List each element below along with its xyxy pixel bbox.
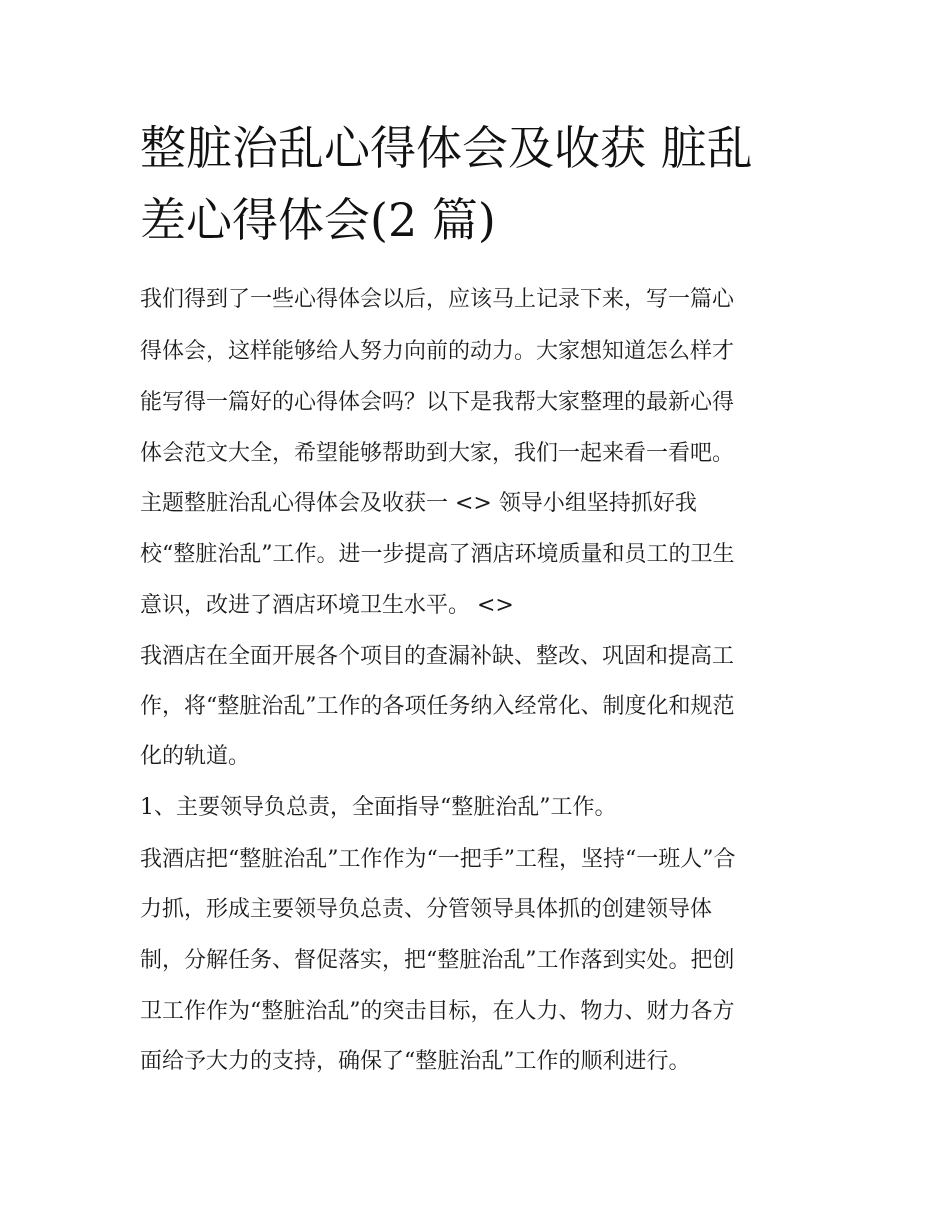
body-line-1: 我们得到了一些心得体会以后，应该马上记录下来，写一篇心 [140, 287, 735, 312]
body-line-3: 能写得一篇好的心得体会吗？以下是我帮大家整理的最新心得 [140, 390, 735, 415]
title-line-2: 差心得体会(2 篇) [140, 193, 496, 247]
body-line-5: 主题整脏治乱心得体会及收获一 <> 领导小组坚持抓好我 [140, 491, 697, 516]
body-line-4: 体会范文大全，希望能够帮助到大家，我们一起来看一看吧。 [140, 441, 735, 466]
body-line-10: 化的轨道。 [140, 744, 251, 769]
body-line-6: 校“整脏治乱”工作。进一步提高了酒店环境质量和员工的卫生 [140, 542, 735, 567]
body-line-7: 意识，改进了酒店环境卫生水平。 <> [140, 593, 514, 618]
document-title [140, 112, 820, 256]
body-line-13: 力抓，形成主要领导负总责、分管领导具体抓的创建领导体 [140, 897, 713, 922]
body-line-12: 我酒店把“整脏治乱”工作作为“一把手”工程，坚持“一班人”合 [140, 847, 736, 872]
body-line-14: 制，分解任务、督促落实，把“整脏治乱”工作落到实处。把创 [140, 948, 735, 973]
title-line-1: 整脏治乱心得体会及收获 脏乱 [140, 121, 753, 175]
body-line-8: 我酒店在全面开展各个项目的查漏补缺、整改、巩固和提高工 [140, 644, 735, 669]
body-line-2: 得体会，这样能够给人努力向前的动力。大家想知道怎么样才 [140, 339, 735, 364]
body-line-11: 1、主要领导负总责，全面指导“整脏治乱”工作。 [140, 795, 617, 820]
body-line-16: 面给予大力的支持，确保了“整脏治乱”工作的顺利进行。 [140, 1049, 691, 1074]
body-line-9: 作，将“整脏治乱”工作的各项任务纳入经常化、制度化和规范 [140, 694, 735, 719]
body-line-15: 卫工作作为“整脏治乱”的突击目标，在人力、物力、财力各方 [140, 999, 735, 1024]
